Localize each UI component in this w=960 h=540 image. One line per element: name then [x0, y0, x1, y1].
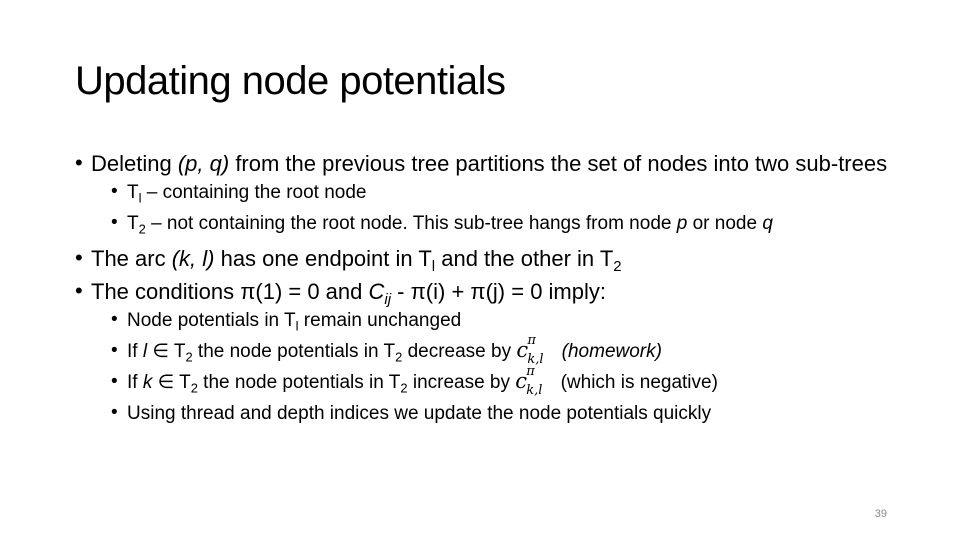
slide-body: [75, 150, 895, 429]
sub-bullet-decrease: • If l ∈ $T_2$ the node potentials in $T_2$ decrease by c π k,l (homework): [111, 333, 662, 367]
page-number: 39: [874, 508, 887, 520]
sub-bullet-thread-depth: • Using thread and depth indices we update the node potentials quickly: [75, 398, 895, 429]
bullet-dot: •: [75, 150, 83, 175]
bullet-dot: •: [75, 278, 83, 303]
bullet-dot: •: [111, 340, 118, 361]
sub-bullet-increase: • If k ∈ $T_2$ the node potentials in $T_2$ increase by c π k,l (which is negative): [111, 364, 718, 398]
bullet-dot: •: [111, 309, 118, 330]
bullet-conditions: • The conditions π(1) = 0 and $C_{ij} - \pi(i) + \pi(j) = 0$ imply:: [75, 278, 606, 309]
bullet-dot: •: [111, 181, 118, 202]
bullet-dot: •: [111, 212, 118, 233]
sub-bullet-tl: • $T_l$ – containing the root node: [75, 177, 895, 208]
sub-bullet-t2: • $T_2$ – not containing the root node. This sub-tree hangs from node p or node q: [75, 208, 895, 239]
reduced-cost-symbol: c π k,l: [516, 333, 544, 367]
sub-bullet-unchanged: • Node potentials in $T_l$ remain unchanged: [75, 305, 895, 336]
bullet-dot: •: [111, 371, 118, 392]
reduced-cost-symbol: c π k,l: [515, 364, 543, 398]
bullet-arc-kl: • The arc (k, l) has one endpoint in $T_l$ and the other in $T_2$: [75, 245, 622, 276]
slide-title: Updating node potentials: [75, 59, 506, 103]
bullet-dot: •: [75, 245, 83, 270]
bullet-deleting-pq: • Deleting (p, q) from the previous tree partitions the set of nodes into two sub-trees: [75, 150, 888, 176]
bullet-dot: •: [111, 402, 118, 423]
